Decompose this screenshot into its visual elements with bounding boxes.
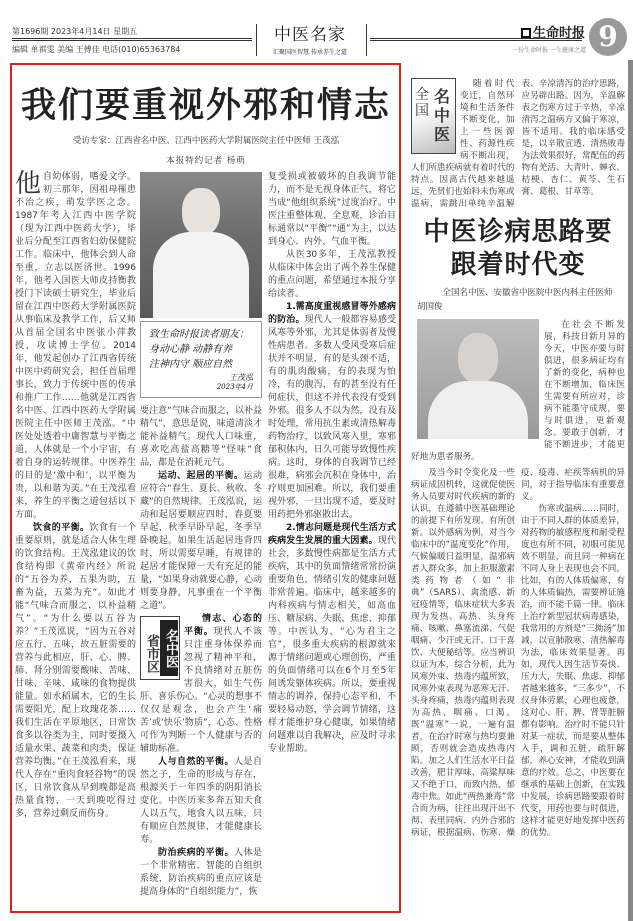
subheading: 1.需高度重视感冒等外感病的防治。 <box>268 302 396 325</box>
paragraph: 饮食有一个重要原则，就是适合人体生理的饮食结构。王茂泓建议的饮食结构即《黄帝内经》所说的“五谷为养，五果为助，五畜为益，五菜为充”。如此才能“气味合而服之，以补益精气”。“为什么要以五谷为养？”王茂泓说，“因为五谷对应五行、五味，故五脏需要的营养与此相应，肝、心、脾、肺、肾分别需要酸味、苦味、甘味、辛味、咸味的食物提供能量。如水稻属木，它的生长需要阳光，配上玫瑰花茶……我们生活在平原地区，日常饮食多以谷类为主，同时要摄入适量水果、蔬菜和肉类，保证营养均衡。”在王茂泓看来，现代人存在“重肉食轻谷物”的误区，日常饮食从早到晚都是高热量食物，一天到晚吃得过多，营养过剩反而伤身。 <box>15 523 136 819</box>
tag-label: 省市区 <box>144 633 159 673</box>
subheading: 2.情志问题是现代生活方式疾病发生发展的重大因素。 <box>268 523 396 546</box>
article2-columns <box>411 467 625 839</box>
article-title: 我们要重视外邪和情志 <box>20 86 391 126</box>
paragraph: 自幼体弱，嗜爱文学。初三那年，因祖母罹患不治之疾，萌发学医之念。1987年考入江西中医学院（现为江西中医药大学），毕业后分配至江西省妇幼保健院工作。临床中，他体会到人命至重，立志以医济世。1996年，他考入国医大师皮持衡教授门下读硕士研究生，毕业后留在江西中医药大学附属医院从事临床及教学工作，后又师从首届全国名中医张小萍教授，攻读博士学位。2014年，他发起创办了江西省传统中医中药研究会，担任首届理事长，致力于传统中医的传承和推广工作……他就是江西省名中医、江西中医药大学附属医院主任中医师王茂泓。“中医处处透着中庸智慧与平衡之道，人体就是一个小宇宙，有着自身的运转规律。中医养生的目的是‘激中和’，以平衡为贵，以和谐为美。”在王茂泓看来，养生的平衡之道包括以下方面。 <box>15 172 136 520</box>
article2-column-b: 伤寒或温病……同时，由于不同人群的体质差异，对药物的敏感程度和耐受程度也有所不同，初服可能见效不明显，而且同一种病在不同人身上表现也会不同。比如，有的人体质偏寒，有的人体质偏热，需要辨证施治，而不能千篇一律。临床上治疗新型冠状病毒感染，我常用的方剂是“三拗汤”加减，以宣肺散寒、清热解毒为法，临床效果显著。再如，现代人因生活节奏快、压力大，失眠、焦虑、抑郁者越来越多，“三多少”，不仅身体劳累，心理也疲惫，这对心、肝、脾、肾等脏腑都有影响。治疗时不能只针对某一症状，而是要从整体入手，调和五脏，疏肝解郁，养心安神，才能收到满意的疗效。总之，中医要在继承的基础上创新，在实践中发展，诊病思路要跟着时代变，用药也要与时俱进，这样才能更好地发挥中医药的优势。 <box>521 504 625 838</box>
calligraphy-line: 身动心静 动静有养 <box>149 344 233 355</box>
article-column-2 <box>140 405 262 899</box>
doctor-photo <box>417 319 539 439</box>
divider <box>366 24 367 56</box>
article2 <box>411 78 625 839</box>
article-column-3 <box>268 171 396 756</box>
brand-name: 生命时报 <box>532 26 585 41</box>
section-header <box>258 20 362 56</box>
paragraph: 现代社会，多数慢性病都是生活方式疾病，其中的负面情绪常常扮演重要角色，情绪引发的健康问题非常普遍。临床中，越来越多的内科疾病与情志相关，如高血压、糖尿病、失眠、焦虑、抑郁等。中医认为，“心为君主之官”，很多重大疾病的根源就来源于情绪问题或心理创伤，严重的负面情绪可以在6个月至5年间诱发躯体疾病。所以，要重视情志的调养，保持心态平和，不要轻易动怒，学会调节情绪，这样才能维护身心健康，如果情绪问题难以自我解决，应及时寻求专业帮助。 <box>268 536 396 754</box>
section-title: 中医名家 <box>274 25 346 45</box>
reporter-line: 本报特约记者 杨萌 <box>166 156 246 166</box>
paragraph: 要注意“气味合而服之，以补益精气”，意思是说，味道清淡才能补益精气。现代人口味重，喜欢吃高盐高糖等“怪味”食品，都是在消耗元气。 <box>140 406 262 468</box>
paragraph: 人体是一个非常精密、智能的自组织系统，防治疾病的重点应该是提高身体的“自组织能力”，恢 <box>140 848 262 897</box>
logo-mark-icon <box>521 28 531 38</box>
portrait-coat <box>428 381 528 439</box>
brand-logo <box>521 22 585 41</box>
subheading: 饮食的平衡。 <box>33 523 90 533</box>
subheading: 运动、起居的平衡。 <box>158 471 244 481</box>
divider <box>256 24 257 56</box>
column-logo <box>411 78 456 154</box>
portrait-head <box>182 188 220 236</box>
paragraph: 从医30多年，王茂泓教授从临床中体会出了两个养生保健的重点问题，希望通过本报分享给读者。 <box>268 250 396 299</box>
brand-slogan: 一份生命时报 一生健康之道 <box>512 47 586 54</box>
tag-label: 名中医 <box>160 620 178 676</box>
expert-photo <box>140 172 262 318</box>
article2-column-a: 及当今时令变化及一些病证成因机转，这就促使医务人员要对时代疾病的新的认识，在遵循中医基础理论的前提下有所发现、有所创新。以外感病为例，对当今临床中的“温度变化”作用，气候偏暖日益明显，温邪病者人群众多，加上拒服激素类药物者（如“非典”（SARS）、禽流感、新冠疫情等，临床症状大多表现为发热、高热、头身疼痛、咳嗽、鼻塞流涕、气促咽痛、少汗或无汗、口干喜饮、大便秘结等。应当辨识以证为本，综合分析，此为风寒外束、热毒内蕴所致，风寒外束表现为恶寒无汗、头身疼痛，热毒内蕴则表现为高热、咽痛、口渴。既“温寒”一说，一遍有温者，在治疗时寒与热均要兼顾，否则就会造成热毒内陷。加之人们生活水平日益改善，肥甘厚味、高粱厚味又不绝于口，而致内热，郁毒中焦。如此“两热兼毒”常合而为病，往往出现汗出不彻、表里同病、内外合邪的病证，根据温病、伤寒、燥疫、疫毒、疟疾等病机的异同，对于指导临床有重要意义。 <box>411 468 625 838</box>
article-column-1 <box>15 171 136 821</box>
intro-columns <box>411 78 625 210</box>
column-tag <box>140 616 180 680</box>
section-slogan: 汇聚国医智慧 传承养生之道 <box>273 49 347 56</box>
page-number: 9 <box>589 18 627 56</box>
calligraphy-line: 注神内守 顺应自然 <box>149 359 233 370</box>
paragraph: 运动应符合“春生、夏长、秋收、冬藏”的自然规律。王茂泓说，运动和起居要顺应四时，春夏要早起，秋季早卧早起，冬季早卧晚起。如果生活起居违背四时，所以需要早睡，有规律的起居才能保障一天有充足的能量，“如果身动就要心静，心动则要身静，凡事重在一个平衡之道”。 <box>140 471 262 611</box>
portrait-coat <box>153 232 249 318</box>
subheading: 情志、心态的平衡。 <box>184 614 262 637</box>
expert-line: 受访专家：江西省名中医、江西中医药大学附属医院主任中医师 王茂泓 <box>72 136 340 146</box>
logo-text: 全国 <box>415 87 429 119</box>
portrait-head <box>458 333 498 383</box>
drop-cap: 他 <box>15 169 42 199</box>
paragraph: 伤寒或温病，需跳出单纯辛温解表、辛凉清泻的治疗思路，应另辟出路。因为，辛温解表之伤寒方过于辛热，辛凉清泻之温病方又偏于寒凉，皆不适用。我的临床感受是，以辛散宣透、清热败毒为法效果很好，常配伍的药物有羌活、大青叶、蝉衣、桔梗、杏仁、黄芩、生石膏、葛根、甘草等。 <box>411 79 625 209</box>
editor-info: 编辑 单祺雯 美编 王傅佳 电话(010)65363784 <box>12 45 181 54</box>
calligraphy-inscription <box>140 321 262 398</box>
calligraphy-line: 致生命时报读者朋友： <box>149 329 249 340</box>
article-title: 中医诊病思路要跟着时代变 <box>423 217 613 280</box>
paragraph: 人是自然之子，生命的形成与存在，根源关于一年四季的阴阳消长变化。中医历来多奔五知天食人以五气，地食人以五味，只有顺应自然规律，才能健康长寿。 <box>140 757 262 845</box>
paragraph: 随着时代变迁，自然环境和生活条件不断变化，加上一些医源性、药源性疾病不断出现，人们所患疾病就有着时代的特点。因离古代越来越遥远，先贤们也始料未 <box>411 79 515 197</box>
paragraph: 在社会不断发展，科技日新月异的今天，中医亦要与时俱进，很多病证均有了新的变化，病种也在不断增加，临床医生需要有所应对，诊病不能墨守成规，要与时俱进，更新观念。要敢于创新，才能不断进步，才能更好地为患者服务。 <box>411 320 625 462</box>
calligraphy-signature: 王茂泓 <box>229 373 253 382</box>
subheading: 防治疾病的平衡。 <box>158 848 234 858</box>
paragraph: 现代人一般都容易感受风寒等外邪，尤其是体弱者及慢性病患者。多数人受风受寒后症状并不明显，有的是头颈不适，有的肌肉酸痛，有的表现为怕冷，有的腹泻，有的甚至没有任何症状，但这不并代表没有受到外邪。很多人不以为然，没有及时处理，常用抗生素或清热解毒药物治疗，以致风寒入里，寒邪郁积体内，日久可能导致慢性疾病。这时，身体的自我调节已经很难，病邪会沉积在身体中，治疗则更加困难。所以，我们要重视外邪，一旦出现不适，要及时用药把外邪驱散出去。 <box>268 315 396 520</box>
subheading: 人与自然的平衡。 <box>158 757 234 767</box>
byline: 全国名中医、安徽省中医院中医内科主任医师 胡国俊 <box>417 288 613 312</box>
header-rule-left <box>12 38 252 41</box>
calligraphy-date: 2023年4月 <box>216 383 253 391</box>
issue-info: 第1696期 2023年4月14日 星期五 <box>12 27 138 36</box>
photo-block <box>411 319 625 463</box>
paragraph: 复受损或被破坏的自我调节能力，而不是无视身体正气，将它当成“他组织系统”过度治疗。中医注重整体观、全息观，诊治目标通常以“平衡”“通”为主，以达到身心、内外、气血平衡。 <box>268 172 396 247</box>
paragraph: 现代人不该只注重身体保养而忽视了精神平和，不良情绪对五脏伤害很大，如生气伤肝、喜乐伤心。“心灵的想事不仅仅是观念，也会产生‘痛苦’或‘快乐’物质”，心态、性格可作为判断一个人健康与否的辅助标准。 <box>140 627 262 754</box>
page-edge <box>628 60 633 921</box>
logo-text: 名中医 <box>434 87 451 144</box>
